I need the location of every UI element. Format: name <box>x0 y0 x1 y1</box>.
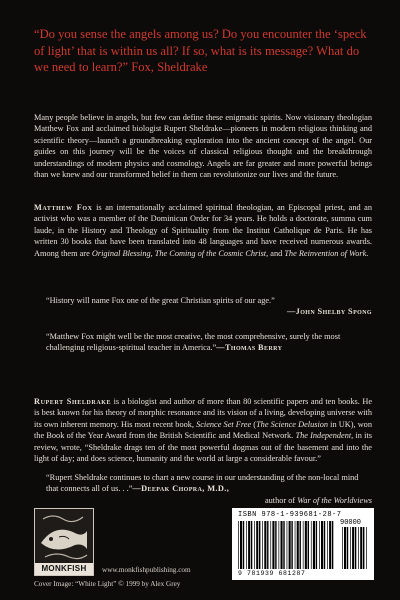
fox-bio-text: is an internationally acclaimed spiritual theologian, an Episcopal priest, and an activist who was a member of the Dominican Order for 34 years. He holds a doctorate, summa cum laude, in the History and Theology of Spirituality from the Institut Catholique de Paris. He has written 30 books that have been translated into 48 languages and have received numerous awards. Among them are <box>34 203 372 258</box>
barcode-bar <box>308 521 309 569</box>
barcode-bar <box>363 527 364 569</box>
barcode-bar <box>270 521 271 569</box>
barcode-bar <box>248 521 250 569</box>
barcode-bar <box>243 521 244 569</box>
barcode-bar <box>347 527 348 569</box>
berry-attribution: —Thomas Berry <box>216 343 283 353</box>
berry-quote-text: “Matthew Fox might well be the most creative, the most comprehensive, surely the most challenging religious-spiritual teacher in America.” <box>46 332 341 353</box>
barcode-bar <box>316 521 317 569</box>
spong-quote-text: “History will name Fox one of the great Christian spirits of our age.” <box>46 296 275 305</box>
barcode-bar <box>238 521 239 569</box>
fox-name: Matthew Fox <box>34 203 93 212</box>
barcode-bar <box>262 521 263 569</box>
berry-quote <box>46 331 372 354</box>
publisher-logo <box>34 508 94 576</box>
fox-bio-end: . <box>366 248 369 258</box>
barcode-bar <box>350 527 351 569</box>
spong-quote <box>46 295 372 318</box>
sheldrake-name: Rupert Sheldrake <box>34 397 112 406</box>
fish-logo-icon <box>35 509 93 563</box>
barcode-bar <box>279 521 280 569</box>
fox-bio-sep-1: , <box>150 248 155 258</box>
sheldrake-book-1: Science Set Free <box>196 419 252 429</box>
fox-book-1: Original Blessing <box>91 248 151 258</box>
barcode-bar <box>283 521 284 569</box>
barcode-bar <box>272 521 274 569</box>
chopra-author-of-label: author of <box>264 495 298 505</box>
barcode-bar <box>254 521 255 569</box>
barcode-bar <box>332 521 333 569</box>
barcode-bar <box>295 521 296 569</box>
barcode-bar <box>319 521 320 569</box>
fox-bio-sep-2: , and <box>266 248 285 258</box>
barcode-bar <box>305 521 307 569</box>
barcode-bar <box>264 521 266 569</box>
barcode-bar <box>303 521 304 569</box>
isbn-text: ISBN 978-1-939681-28-7 <box>238 511 342 519</box>
barcode-bar <box>313 521 315 569</box>
matthew-fox-bio <box>34 202 372 259</box>
barcode-bar <box>358 527 359 569</box>
barcode-bar <box>240 521 242 569</box>
fox-book-3: The Reinvention of Work <box>284 248 367 258</box>
barcode-bar <box>259 521 260 569</box>
barcode-bar <box>344 527 346 569</box>
barcode-bar <box>251 521 252 569</box>
barcode-bar <box>321 521 323 569</box>
barcode-bar <box>246 521 247 569</box>
publisher-logo-label: MONKFISH <box>35 563 93 575</box>
barcode-bar <box>327 521 328 569</box>
publisher-website[interactable]: www.monkfishpublishing.com <box>102 566 191 574</box>
barcode-bar <box>329 521 331 569</box>
headline-quote: “Do you sense the angels among us? Do you encounter the ‘speck of light’ that is within us all? If so, what is its message? What do we need to learn?” Fox, Sheldrake <box>34 27 367 74</box>
barcode-bar <box>342 527 343 569</box>
chopra-quote <box>46 472 372 506</box>
barcode-bar <box>352 527 354 569</box>
chopra-book: War of the Worldviews <box>297 495 372 505</box>
barcode-addon-bars <box>342 527 370 569</box>
chopra-quote-text: “Rupert Sheldrake continues to chart a new course in our understanding of the non-local mind that connects all of us. . .” <box>46 473 359 494</box>
barcode-bar <box>297 521 299 569</box>
barcode-bar <box>287 521 288 569</box>
chopra-author-of <box>46 495 372 506</box>
sheldrake-bio-text-4: , in its review, wrote, “Sheldrake drags ten of the most powerful dogmas out of the basement and into the light of day; and does science, humanity and the world at large a considerable favour.” <box>34 431 372 464</box>
rupert-sheldrake-bio <box>34 396 372 464</box>
fox-book-2: The Coming of the Cosmic Christ <box>154 248 267 258</box>
barcode-bar <box>267 521 268 569</box>
barcode-bar <box>324 521 325 569</box>
sheldrake-publication: The Independent <box>295 431 352 441</box>
sheldrake-bio-text-1: is a biologist and author of more than 80 scientific papers and ten books. He is best known for his theory of morphic resonance and its vision of a living, developing universe with its own inherent memory. His most recent book, <box>34 397 372 429</box>
isbn-barcode <box>232 508 374 580</box>
price-code: 90000 <box>340 519 362 527</box>
barcode-bar <box>366 527 367 569</box>
sheldrake-book-2: The Science Delusion <box>256 419 329 429</box>
spong-attribution: —John Shelby Spong <box>286 307 372 317</box>
sheldrake-bio-text-2: ( <box>251 419 257 429</box>
barcode-bar <box>300 521 301 569</box>
barcode-bar <box>291 521 292 569</box>
barcode-bar <box>360 527 362 569</box>
sheldrake-bio-text-3: in UK), won the Book of the Year Award from the British Scientific and Medical Network. <box>34 419 372 441</box>
chopra-attribution: —Deepak Chopra, M.D., <box>132 484 230 494</box>
barcode-bar <box>355 527 356 569</box>
barcode-bar <box>256 521 258 569</box>
barcode-bar <box>275 521 276 569</box>
barcode-bars <box>238 521 336 569</box>
cover-image-credit: Cover Image: “White Light” © 1999 by Alex Grey <box>34 580 181 588</box>
intro-paragraph: Many people believe in angels, but few can define these enigmatic spirits. Now visionary theologian Matthew Fox and acclaimed biologist Rupert Sheldrake—pioneers in modern religious thinking and scientific theory—launch a groundbreaking exploration into the ancient concept of the angel. Our guides on this journey will be the voices of classical religious thought and the breakthrough understandings of modern physics and cosmology. Angels are far greater and more powerful beings than we knew and our transformed belief in them can revolutionize our lives and the future. <box>34 113 372 180</box>
barcode-bar <box>311 521 312 569</box>
barcode-digits: 9 781939 681287 <box>238 570 306 577</box>
barcode-bar <box>281 521 283 569</box>
barcode-bar <box>289 521 291 569</box>
